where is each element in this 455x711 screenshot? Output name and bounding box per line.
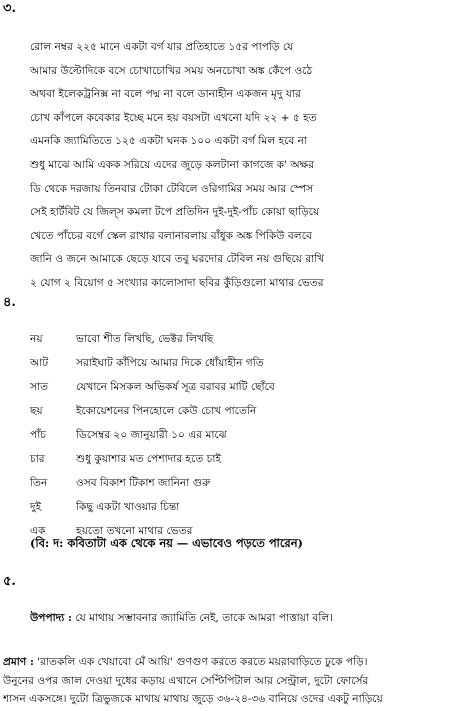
list-item — [30, 327, 450, 351]
count-line: ইকোয়েশনের পিনহোলে কেউ চোখ পাতেনি — [76, 405, 257, 417]
count-word: চার — [30, 453, 45, 465]
count-line: শুধু কুয়াশার মত পেশাদার হতে চাই — [76, 453, 221, 465]
poem-line: ২ যোগ ২ বিয়োগ ৫ সংখ্যার কালোসাদা ছবির কুঁড়িগুলো মাথার ভেতর — [30, 276, 324, 289]
countdown-list — [30, 327, 450, 543]
section-number-5: ৫. — [3, 574, 16, 589]
proof-label: প্রমাণ : — [3, 656, 34, 668]
poem-line: আমার উল্টোদিকে বসে চোখাচোখির সময় অনচোখা অঙ্ক কেঁপে ওঠে — [30, 64, 313, 77]
poem-line: জানি ও জনে আমাকে ছেড়ে যাবে তবু ঘরদোর টেবিল নয় গুছিয়ে রাখি — [30, 253, 325, 266]
list-item — [30, 471, 450, 495]
count-word: নয় — [30, 333, 43, 345]
theorem-label: উপপাদ্য : — [30, 612, 72, 624]
count-word: এক — [30, 525, 46, 537]
proof-text: 'রাতকলি এক খেয়াবো মেঁ আয়ি' গুণগুণ করতে করতে ময়রাবাড়িতে ঢুকে পড়ি। — [33, 656, 368, 668]
count-word: ছয় — [30, 405, 43, 417]
proof-line: উনুনের ওপর জাল দেওয়া দুধের কড়ায় এখানে সেপ্টিপিটাল আর সেন্ট্রাল, দুটো ফোর্সের — [3, 674, 369, 687]
list-item — [30, 495, 450, 519]
poem-line: রোল নম্বর ২২৫ মানে একটা বর্গ যার প্রতিহাতে ১৫র পাপড়ি যে — [30, 41, 294, 53]
theorem-text: যে মাথায় সম্ভাবনার জ্যামিতি নেই, তাকে আমরা পাত্তায়া বলি। — [71, 612, 334, 624]
reading-note: (বি: দ: কবিতাটা এক থেকে নয় — এভাবেও পড়তে পারেন) — [30, 536, 303, 550]
count-word: আট — [30, 357, 49, 369]
proof-line: শাসন একসঙ্গে। দুটো ত্রিভুজকে মাথায় মাথায় জুড়ে ৩৬-২৪-৩৬ বানিয়ে ওদের একটু নাড়িয়ে — [3, 693, 383, 705]
poem-line: খেতে পাঁচের বর্গে স্কেল রাখার বলানাবলায় বাঁধুক অঙ্ক পিকিউ বলবে — [30, 229, 312, 242]
poem-line: চোখ কাঁপলে কবেকার ইচ্ছে মনে হয় বয়সটা এখনো যদি ২২ + ৫ হত — [30, 111, 317, 124]
count-word: পাঁচ — [30, 429, 46, 441]
proof-paragraph — [3, 653, 454, 709]
poem-line: সেই হার্টবিট যে জিল্স কমলা টপে প্রতিদিন দুই-দুই-পাঁচ কোয়া ছাড়িয়ে — [30, 206, 320, 219]
count-line: সরাইঘাট কাঁপিয়ে আমার দিকে ধোঁয়াহীন গতি — [76, 357, 264, 369]
poem-section-3 — [30, 36, 450, 296]
section-number-3: ৩. — [3, 1, 16, 16]
poem-line: অথবা ইলেকট্রনিক্স না বলে পদ্ম না বলে ডানাহীন একজন মৃদু যার — [30, 88, 301, 101]
count-line: ডিসেম্বর ২০ জানুয়ারী ১০ এর মাঝে — [76, 429, 227, 441]
list-item — [30, 423, 450, 447]
list-item — [30, 399, 450, 423]
count-line: যেখানে মিসকল অভিকর্ষ সূত্র বরাবর মাটি ছোঁবে — [76, 381, 275, 393]
count-line: হয়তো তখনো মাথার ভেতর — [76, 525, 193, 537]
list-item — [30, 351, 450, 375]
poem-line: ডি থেকে দরজায় তিনবার টোকা টেবিলে ওরিগামির সময় আর স্পেস — [30, 182, 314, 195]
count-line: ওসব বিকাশ টিকাশ জানিনা গুরু — [76, 477, 211, 489]
count-line: কিছু একটা খাওয়ার চিন্তা — [76, 501, 180, 513]
count-word: দুই — [30, 501, 42, 513]
list-item — [30, 447, 450, 471]
poem-line: এমনকি জ্যামিতিতে ১২৫ একটা ঘনক ১০০ একটা বর্গ মিল হবে না — [30, 135, 308, 148]
count-line: ভাবো শীত লিখছি, ভেক্টর লিখছি — [76, 333, 214, 345]
section-number-4: ৪. — [3, 295, 16, 310]
count-word: সাত — [30, 381, 49, 393]
poem-line: শুধু মাঝে আমি একক সরিয়ে এদের জুড়ে কলটানা কাগজে ক' অক্ষর — [30, 158, 315, 171]
proof-line — [3, 653, 454, 672]
theorem-statement — [30, 610, 454, 626]
list-item — [30, 375, 450, 399]
count-word: তিন — [30, 477, 48, 489]
